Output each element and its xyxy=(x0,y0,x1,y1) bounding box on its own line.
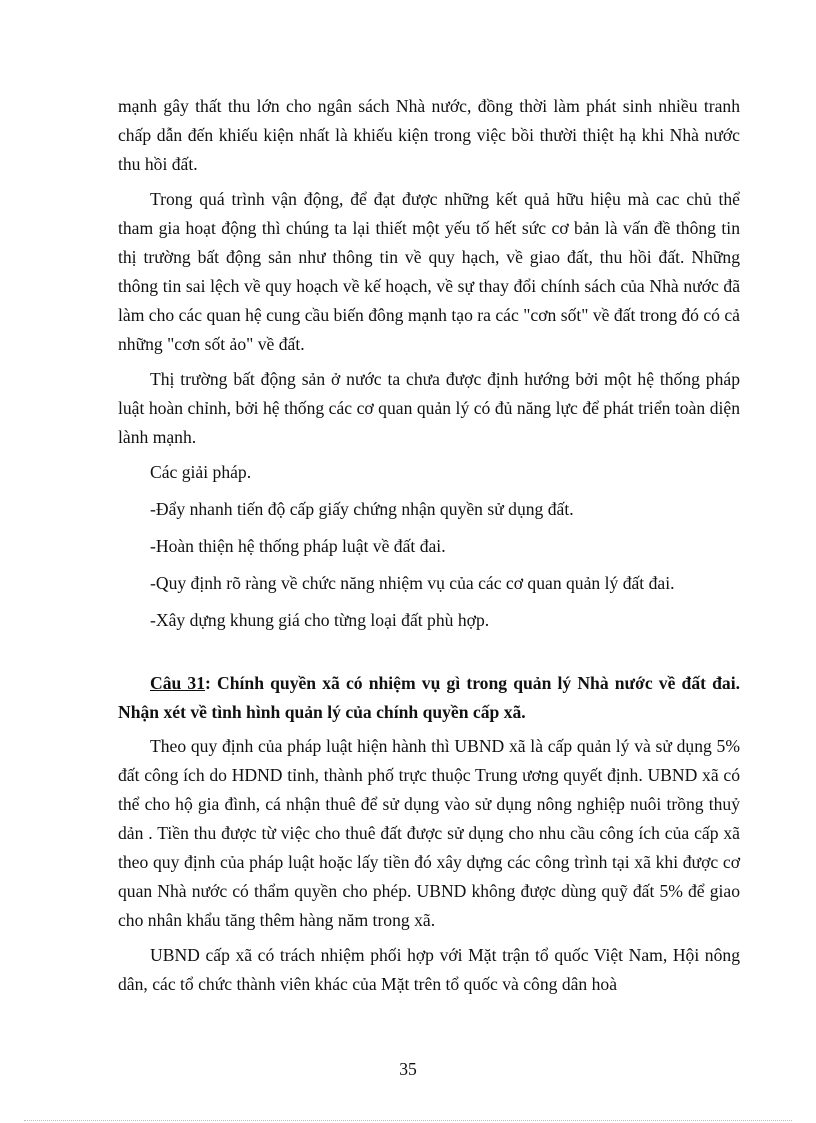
solutions-heading: Các giải pháp. xyxy=(150,462,252,482)
solution-item-1: -Đẩy nhanh tiến độ cấp giấy chứng nhận quyền sử dụng đất. xyxy=(150,499,574,519)
question-separator: : xyxy=(205,673,211,693)
page-bottom-divider xyxy=(24,1120,792,1121)
question-heading xyxy=(118,669,740,727)
solution-item-3: -Quy định rõ ràng về chức năng nhiệm vụ của các cơ quan quản lý đất đai. xyxy=(150,573,675,593)
paragraph-market-orientation: Thị trường bất động sản ở nước ta chưa được định hướng bởi một hệ thống pháp luật hoàn chỉnh, bởi hệ thống các cơ quan quản lý có đủ năng lực để phát triển toàn diện lành mạnh. xyxy=(118,369,740,447)
question-text: Chính quyền xã có nhiệm vụ gì trong quản lý Nhà nước về đất đai. Nhận xét về tình hình quản lý của chính quyền cấp xã. xyxy=(118,673,741,722)
question-number: Câu 31 xyxy=(150,673,206,693)
solution-item-4: -Xây dựng khung giá cho từng loại đất phù hợp. xyxy=(150,610,490,630)
solution-item-2: -Hoàn thiện hệ thống pháp luật về đất đai. xyxy=(150,536,446,556)
paragraph-continuation: mạnh gây thất thu lớn cho ngân sách Nhà nước, đồng thời làm phát sinh nhiều tranh chấp dẫn đến khiếu kiện nhất là khiếu kiện trong việc bồi thười thiệt hạ khi Nhà nước thu hồi đất. xyxy=(118,96,740,174)
page-body xyxy=(118,92,740,999)
paragraph-commune-cooperation: UBND cấp xã có trách nhiệm phối hợp với Mặt trận tổ quốc Việt Nam, Hội nông dân, các tổ chức thành viên khác của Mặt trên tổ quốc và công dân hoà xyxy=(118,945,740,994)
paragraph-market-information: Trong quá trình vận động, để đạt được những kết quả hữu hiệu mà cac chủ thể tham gia hoạt động thì chúng ta lại thiết một yếu tố hết sức cơ bản là vấn đề thông tin thị trường bất động sản như thông tin về quy hạch, về giao đất, thu hồi đất. Những thông tin sai lệch về quy hoạch về kế hoạch, về sự thay đổi chính sách của Nhà nước đã làm cho các quan hệ cung cầu biến đông mạnh tạo ra các "cơn sốt" về đất trong đó có cả những "cơn sốt ảo" về đất. xyxy=(118,189,740,354)
page-number: 35 xyxy=(399,1059,417,1079)
paragraph-commune-authority: Theo quy định của pháp luật hiện hành thì UBND xã là cấp quản lý và sử dụng 5% đất công ích do HDND tỉnh, thành phố trực thuộc Trung ương quyết định. UBND xã có thể cho hộ gia đình, cá nhận thuê để sử dụng vào sử dụng nông nghiệp nuôi trồng thuỷ dản . Tiền thu được từ việc cho thuê đất được sử dụng cho nhu cầu công ích của cấp xã theo quy định của pháp luật hoặc lấy tiền đó xây dựng các công trình tại xã khi được cơ quan Nhà nước có thẩm quyền cho phép. UBND không được dùng quỹ đất 5% để giao cho nhân khẩu tăng thêm hàng năm trong xã. xyxy=(118,736,740,930)
